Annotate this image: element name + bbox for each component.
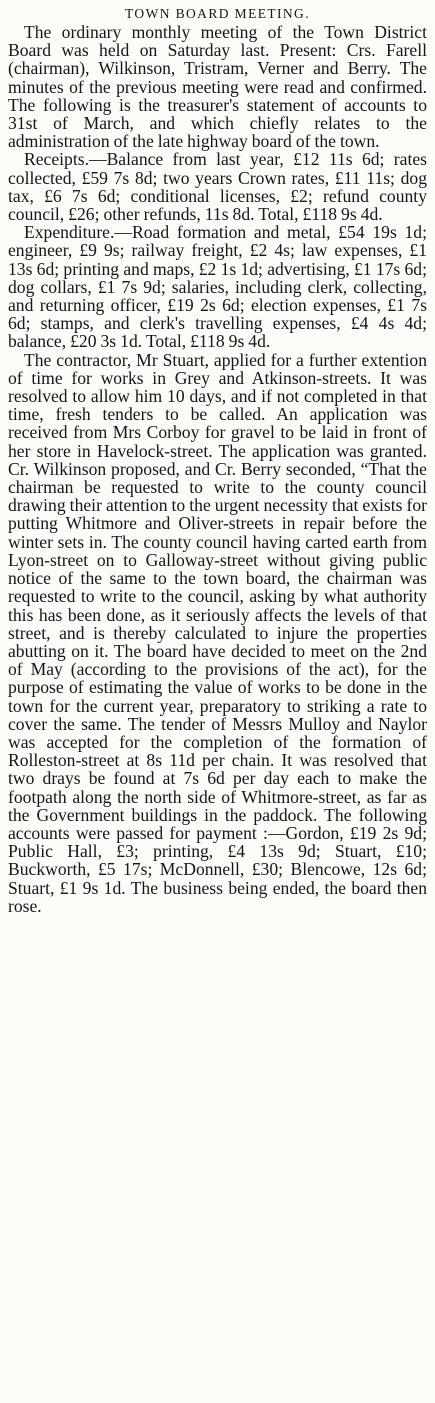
article-headline: TOWN BOARD MEETING. <box>125 6 310 21</box>
paragraph-receipts: Receipts.—Balance from last year, £12 11s 6d; rates collected, £59 7s 8d; two years Crown rates, £11 11s; dog tax, £6 7s 6d; conditional licenses, £2; refund county council, £26; other refunds, 11s 8d. Total, £118 9s 4d. <box>8 149 427 225</box>
paragraph-proceedings: The contractor, Mr Stuart, applied for a further extention of time for works in Grey and Atkinson-streets. It was resolved to allow him 10 days, and if not completed in that time, fresh tenders to be called. An application was received from Mrs Corboy for gravel to be laid in front of her store in Havelock-street. The application was granted. Cr. Wilkinson proposed, and Cr. Berry seconded, “That the chairman be requested to write to the county council drawing their attention to the urgent necessity that exists for putting Whitmore and Oliver-streets in repair before the winter sets in. The county council having carted earth from Lyon-street on to Galloway-street without giving public notice of the same to the town board, the chairman was requested to write to the council, asking by what authority this has been done, as it seriously affects the levels of that street, and is thereby calculated to injure the properties abutting on it. The board have decided to meet on the 2nd of May (according to the provisions of the act), for the purpose of estimating the value of works to be done in the town for the current year, preparatory to striking a rate to cover the same. The tender of Messrs Mulloy and Naylor was accepted for the completion of the formation of Rolleston-street at 8s 11d per chain. It was resolved that two drays be found at 7s 6d per day each to make the footpath along the north side of Whitmore-street, as far as the Government buildings in the paddock. The following accounts were passed for payment :—Gordon, £19 2s 9d; Public Hall, £3; printing, £4 13s 9d; Stuart, £10; Buckworth, £5 17s; McDonnell, £30; Blencowe, 12s 6d; Stuart, £1 9s 1d. The business being ended, the board then rose. <box>8 349 427 916</box>
paragraph-meeting-intro: The ordinary monthly meeting of the Town District Board was held on Saturday last. Present: Crs. Farell (chairman), Wilkinson, Tristram, Verner and Berry. The minutes of the previous meeting were read and confirmed. The following is the treasurer's statement of accounts to 31st of March, and which chiefly relates to the administration of the late highway board of the town. <box>8 22 427 152</box>
paragraph-expenditure: Expenditure.—Road formation and metal, £54 19s 1d; engineer, £9 9s; railway freight, £2 4s; law expenses, £1 13s 6d; printing and maps, £2 1s 1d; advertising, £1 17s 6d; dog collars, £1 7s 9d; salaries, including clerk, collecting, and returning officer, £19 2s 6d; election expenses, £1 7s 6d; stamps, and clerk's travelling expenses, £4 4s 4d; balance, £20 3s 1d. Total, £118 9s 4d. <box>8 222 427 352</box>
